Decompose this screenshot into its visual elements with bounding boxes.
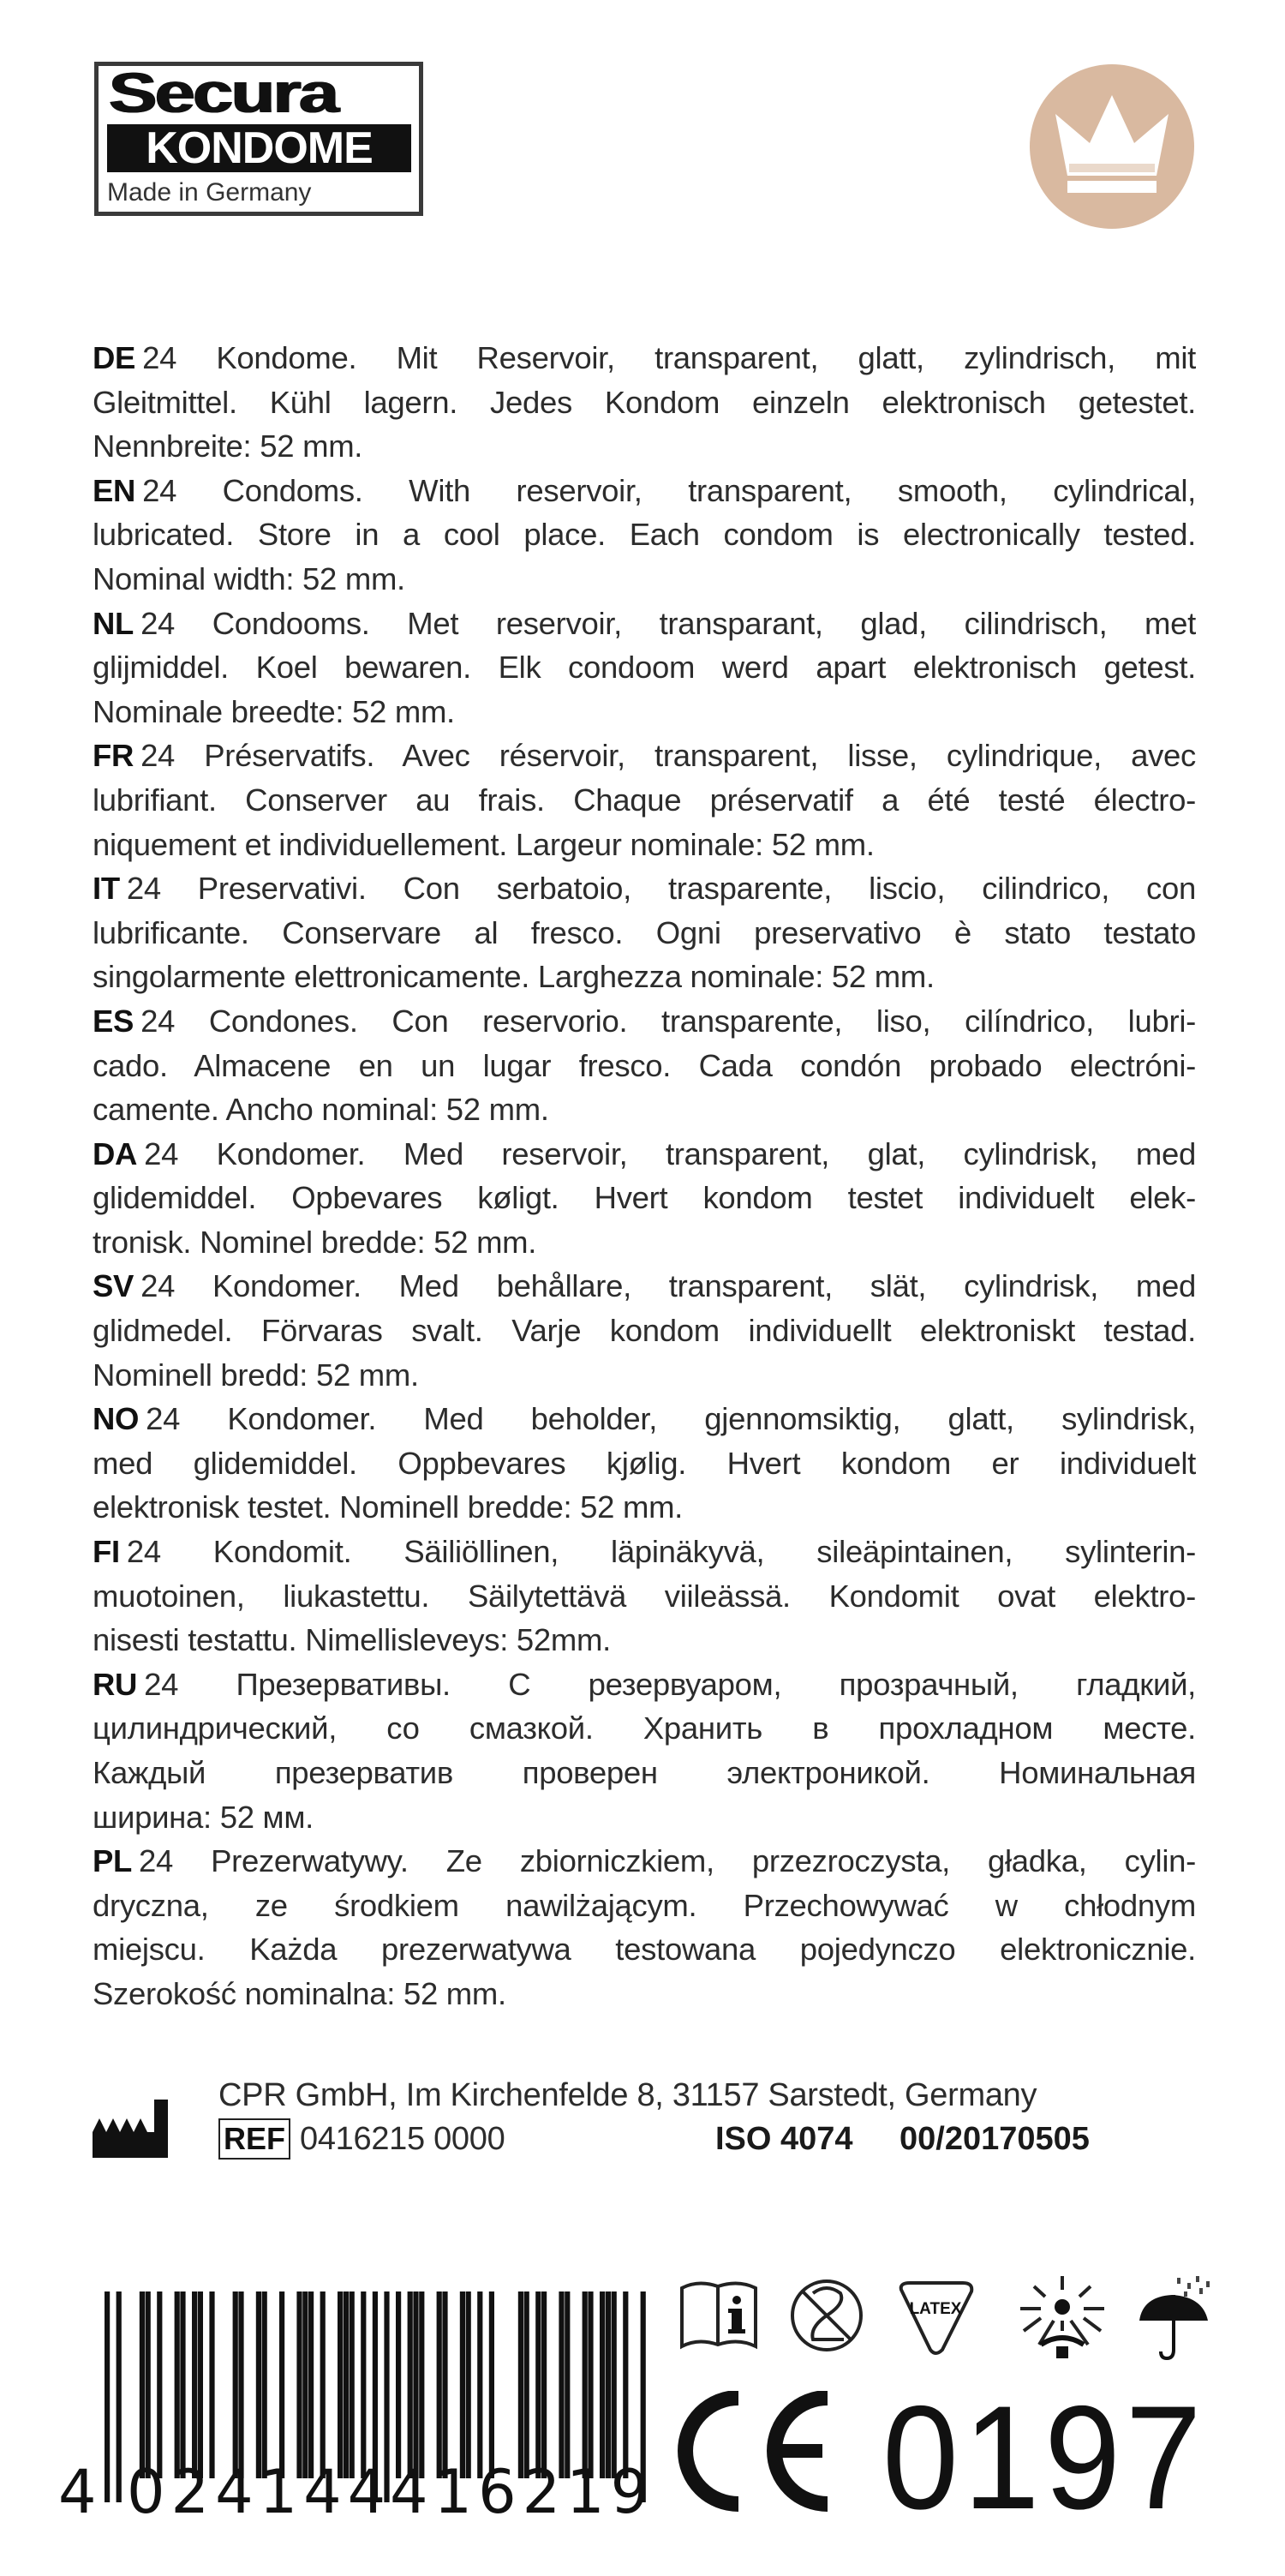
regulatory-symbols (677, 2271, 1225, 2365)
instruction-text: цилиндрический, со смазкой. Хранить в прохладном месте. (93, 1710, 1196, 1746)
instruction-text: lubrificante. Conservare al fresco. Ogni preservativo è stato testato (93, 914, 1196, 950)
logo-brand: Secura (109, 61, 338, 124)
instruction-text: 24 Condooms. Met reservoir, transparant, glad, cilindrisch, met (140, 605, 1196, 641)
barcode-bar (256, 2291, 261, 2478)
language-code: NL (93, 605, 134, 641)
language-code: NO (93, 1401, 140, 1437)
crown-badge (1030, 64, 1194, 229)
barcode-bar (180, 2291, 185, 2478)
instruction-text: Каждый презерватив проверен электроникой. Номинальная (93, 1755, 1196, 1790)
logo-product: KONDOME (107, 124, 411, 172)
language-code: FI (93, 1534, 120, 1570)
instruction-line (93, 645, 1196, 690)
instruction-text: 24 Kondome. Mit Reservoir, transparent, glatt, zylindrisch, mit (142, 340, 1196, 375)
ref-number: 0416215 0000 (300, 2121, 505, 2157)
language-code: ES (93, 1003, 134, 1039)
barcode-bar (535, 2291, 541, 2478)
instruction-paragraph-da (93, 1132, 1196, 1265)
instruction-text: miejscu. Każda prezerwatywa testowana pojedynczo elektronicznie. (93, 1932, 1196, 1968)
instruction-text: Nominale breedte: 52 mm. (93, 693, 455, 729)
instruction-text: 24 Kondomer. Med behållare, transparent, slät, cylindrisk, med (140, 1268, 1196, 1304)
instruction-line (93, 336, 1196, 380)
language-code: PL (93, 1843, 133, 1879)
logo-origin: Made in Germany (107, 178, 312, 207)
instruction-line (93, 1176, 1196, 1220)
barcode-bar (302, 2291, 308, 2478)
instruction-line (93, 1264, 1196, 1309)
notified-body-number: 0197 (882, 2375, 1207, 2540)
barcode-bar (175, 2291, 180, 2478)
instruction-text: lubricated. Store in a cool place. Each condom is electronically tested. (93, 517, 1196, 553)
instruction-line (93, 911, 1196, 956)
language-code: DE (93, 340, 136, 375)
secura-logo (94, 62, 423, 216)
instruction-text: 24 Презервативы. С резервуаром, прозрачный, гладкий, (144, 1666, 1196, 1702)
barcode-bar (361, 2291, 366, 2478)
instruction-text: Szerokość nominalna: 52 mm. (93, 1975, 506, 2011)
instruction-paragraph-it (93, 866, 1196, 999)
instruction-paragraph-fi (93, 1530, 1196, 1662)
instruction-paragraph-no (93, 1397, 1196, 1530)
instruction-line (93, 557, 1196, 602)
barcode-bar (105, 2291, 110, 2502)
instruction-line (93, 734, 1196, 778)
instruction-line (93, 1795, 1196, 1840)
barcode-right-group: 416219 (390, 2457, 655, 2527)
instruction-text: 24 Preservativi. Con serbatoio, trasparente, liscio, cilindrico, con (126, 871, 1196, 907)
lot-number: 00/20170505 (900, 2121, 1090, 2157)
instruction-line (93, 602, 1196, 646)
barcode-first-digit: 4 (58, 2457, 97, 2527)
instruction-line (93, 1220, 1196, 1265)
barcode-bar (198, 2291, 203, 2478)
instruction-text: 24 Préservatifs. Avec réservoir, transparent, lisse, cylindrique, avec (140, 738, 1196, 774)
instruction-text: ширина: 52 мм. (93, 1799, 314, 1835)
barcode-bar (233, 2291, 238, 2478)
language-code: IT (93, 871, 120, 907)
instruction-paragraph-sv (93, 1264, 1196, 1397)
instruction-text: singolarmente elettronicamente. Larghezza nominale: 52 mm. (93, 959, 935, 995)
instruction-line (93, 380, 1196, 425)
instruction-paragraph-nl (93, 602, 1196, 734)
instruction-paragraph-ru (93, 1662, 1196, 1839)
instruction-line (93, 1044, 1196, 1088)
instruction-line (93, 1618, 1196, 1662)
barcode-bar (146, 2291, 151, 2478)
instruction-text: glijmiddel. Koel bewaren. Elk condoom werd apart elektronisch getest. (93, 650, 1196, 686)
instruction-line (93, 778, 1196, 823)
barcode-bar (442, 2291, 447, 2478)
barcode-bar (489, 2291, 494, 2478)
instruction-text: 24 Kondomer. Med beholder, gjennomsiktig, glatt, sylindrisk, (146, 1401, 1196, 1437)
instruction-text: cado. Almacene en un lugar fresco. Cada condón probado electróni- (93, 1047, 1196, 1083)
instruction-text: glidemiddel. Opbevares køligt. Hvert kondom testet individuelt elek- (93, 1180, 1196, 1216)
instruction-line (93, 1441, 1196, 1486)
barcode-bar (413, 2291, 418, 2478)
instruction-line (93, 1972, 1196, 2016)
barcode-bar (606, 2291, 611, 2478)
instruction-text: nisesti testattu. Nimellisleveys: 52mm. (93, 1622, 611, 1658)
instruction-text: muotoinen, liukastettu. Säilytettävä viileässä. Kondomit ovat elektro- (93, 1578, 1196, 1614)
instruction-text: Nominell bredd: 52 mm. (93, 1357, 419, 1393)
barcode-bar (157, 2291, 162, 2478)
ce-mark (677, 2375, 1225, 2540)
manufacturer-info (86, 2074, 1199, 2168)
do-not-reuse-icon (784, 2271, 870, 2357)
barcode-bar (477, 2291, 482, 2478)
manufacturer-address: CPR GmbH, Im Kirchenfelde 8, 31157 Sarstedt, Germany (218, 2077, 1037, 2113)
instruction-line (93, 823, 1196, 867)
barcode-bar (588, 2291, 593, 2478)
instruction-text: 24 Kondomit. Säiliöllinen, läpinäkyvä, sileäpintainen, sylinterin- (126, 1534, 1196, 1570)
ean-barcode (51, 2271, 655, 2537)
keep-dry-icon (1131, 2271, 1216, 2365)
instruction-text: camente. Ancho nominal: 52 mm. (93, 1092, 549, 1128)
barcode-bar (518, 2291, 523, 2478)
instructions-text (93, 336, 1196, 2016)
barcode-bar (140, 2291, 145, 2478)
barcode-bar (396, 2291, 401, 2478)
instruction-line (93, 1751, 1196, 1795)
instruction-line (93, 1485, 1196, 1530)
instruction-text: niquement et individuellement. Largeur nominale: 52 mm. (93, 826, 875, 862)
barcode-bar (320, 2291, 326, 2478)
latex-label: LATEX (909, 2300, 962, 2318)
instruction-line (93, 1087, 1196, 1132)
instruction-line (93, 1662, 1196, 1707)
instruction-paragraph-en (93, 469, 1196, 602)
instruction-text: 24 Kondomer. Med reservoir, transparent, glat, cylindrisk, med (144, 1135, 1196, 1171)
barcode-bar (408, 2291, 413, 2478)
ce-icon (677, 2391, 848, 2528)
ref-label: REF (218, 2118, 290, 2160)
instruction-line (93, 690, 1196, 734)
instruction-paragraph-fr (93, 734, 1196, 866)
barcode-bar (296, 2291, 302, 2478)
language-code: DA (93, 1135, 138, 1171)
instruction-text: elektronisk testet. Nominell bredde: 52 mm. (93, 1489, 684, 1525)
instruction-line (93, 999, 1196, 1044)
instruction-line (93, 424, 1196, 469)
barcode-bar (192, 2291, 197, 2478)
barcode-bar (466, 2291, 471, 2478)
instruction-text: Nominal width: 52 mm. (93, 560, 405, 596)
consult-instructions-icon (677, 2271, 762, 2357)
factory-icon (93, 2100, 174, 2158)
contains-latex-icon (891, 2271, 981, 2357)
instruction-text: tronisk. Nominel bredde: 52 mm. (93, 1224, 537, 1260)
instruction-text: dryczna, ze środkiem nawilżającym. Przechowywać w chłodnym (93, 1887, 1196, 1923)
instruction-line (93, 955, 1196, 999)
instruction-text: glidmedel. Förvaras svalt. Varje kondom individuellt elektroniskt testad. (93, 1313, 1196, 1349)
iso-standard: ISO 4074 (715, 2121, 853, 2157)
barcode-bar (460, 2291, 465, 2478)
barcode-bar (117, 2291, 122, 2502)
barcode-bar (419, 2291, 424, 2478)
barcode-bar (565, 2291, 570, 2478)
instruction-line (93, 1132, 1196, 1177)
barcode-bar (524, 2291, 529, 2478)
barcode-bar (279, 2291, 284, 2478)
barcode-bar (209, 2291, 214, 2478)
instruction-line (93, 1397, 1196, 1441)
instruction-line (93, 1530, 1196, 1574)
instruction-text: Nennbreite: 52 mm. (93, 428, 363, 464)
barcode-bar (623, 2291, 628, 2478)
barcode-bar (308, 2291, 314, 2478)
barcode-bar (612, 2291, 617, 2478)
instruction-text: 24 Prezerwatywy. Ze zbiorniczkiem, przezroczysta, gładka, cylin- (139, 1843, 1196, 1879)
barcode-bar (559, 2291, 564, 2478)
language-code: FR (93, 738, 134, 774)
instruction-paragraph-es (93, 999, 1196, 1132)
language-code: SV (93, 1268, 134, 1304)
instruction-line (93, 1574, 1196, 1619)
instruction-text: 24 Condones. Con reservorio. transparente, liso, cilíndrico, lubri- (140, 1003, 1196, 1039)
instruction-line (93, 1884, 1196, 1928)
barcode-bar (338, 2291, 343, 2478)
instruction-line (93, 512, 1196, 557)
instruction-text: lubrifiant. Conserver au frais. Chaque préservatif a été testé électro- (93, 782, 1196, 818)
instruction-text: 24 Condoms. With reservoir, transparent, smooth, cylindrical, (142, 472, 1196, 508)
instruction-line (93, 1839, 1196, 1884)
keep-away-from-sunlight-icon (1015, 2271, 1109, 2365)
barcode-bar (541, 2291, 547, 2478)
barcode-bar (437, 2291, 442, 2478)
barcode-bar (600, 2291, 605, 2478)
instruction-line (93, 866, 1196, 911)
instruction-text: Gleitmittel. Kühl lagern. Jedes Kondom einzeln elektronisch getestet. (93, 384, 1196, 420)
barcode-bar (350, 2291, 355, 2478)
instruction-paragraph-pl (93, 1839, 1196, 2016)
instruction-line (93, 1927, 1196, 1972)
instruction-line (93, 469, 1196, 513)
barcode-bar (344, 2291, 349, 2478)
language-code: EN (93, 472, 136, 508)
instruction-paragraph-de (93, 336, 1196, 469)
barcode-bar (262, 2291, 267, 2478)
instruction-line (93, 1353, 1196, 1398)
instruction-text: med glidemiddel. Oppbevares kjølig. Hvert kondom er individuelt (93, 1445, 1196, 1481)
barcode-bar (238, 2291, 243, 2478)
barcode-bar (583, 2291, 588, 2478)
barcode-left-group: 024144 (127, 2457, 392, 2527)
crown-icon (1030, 64, 1194, 229)
instruction-line (93, 1706, 1196, 1751)
instruction-line (93, 1309, 1196, 1353)
language-code: RU (93, 1666, 138, 1702)
